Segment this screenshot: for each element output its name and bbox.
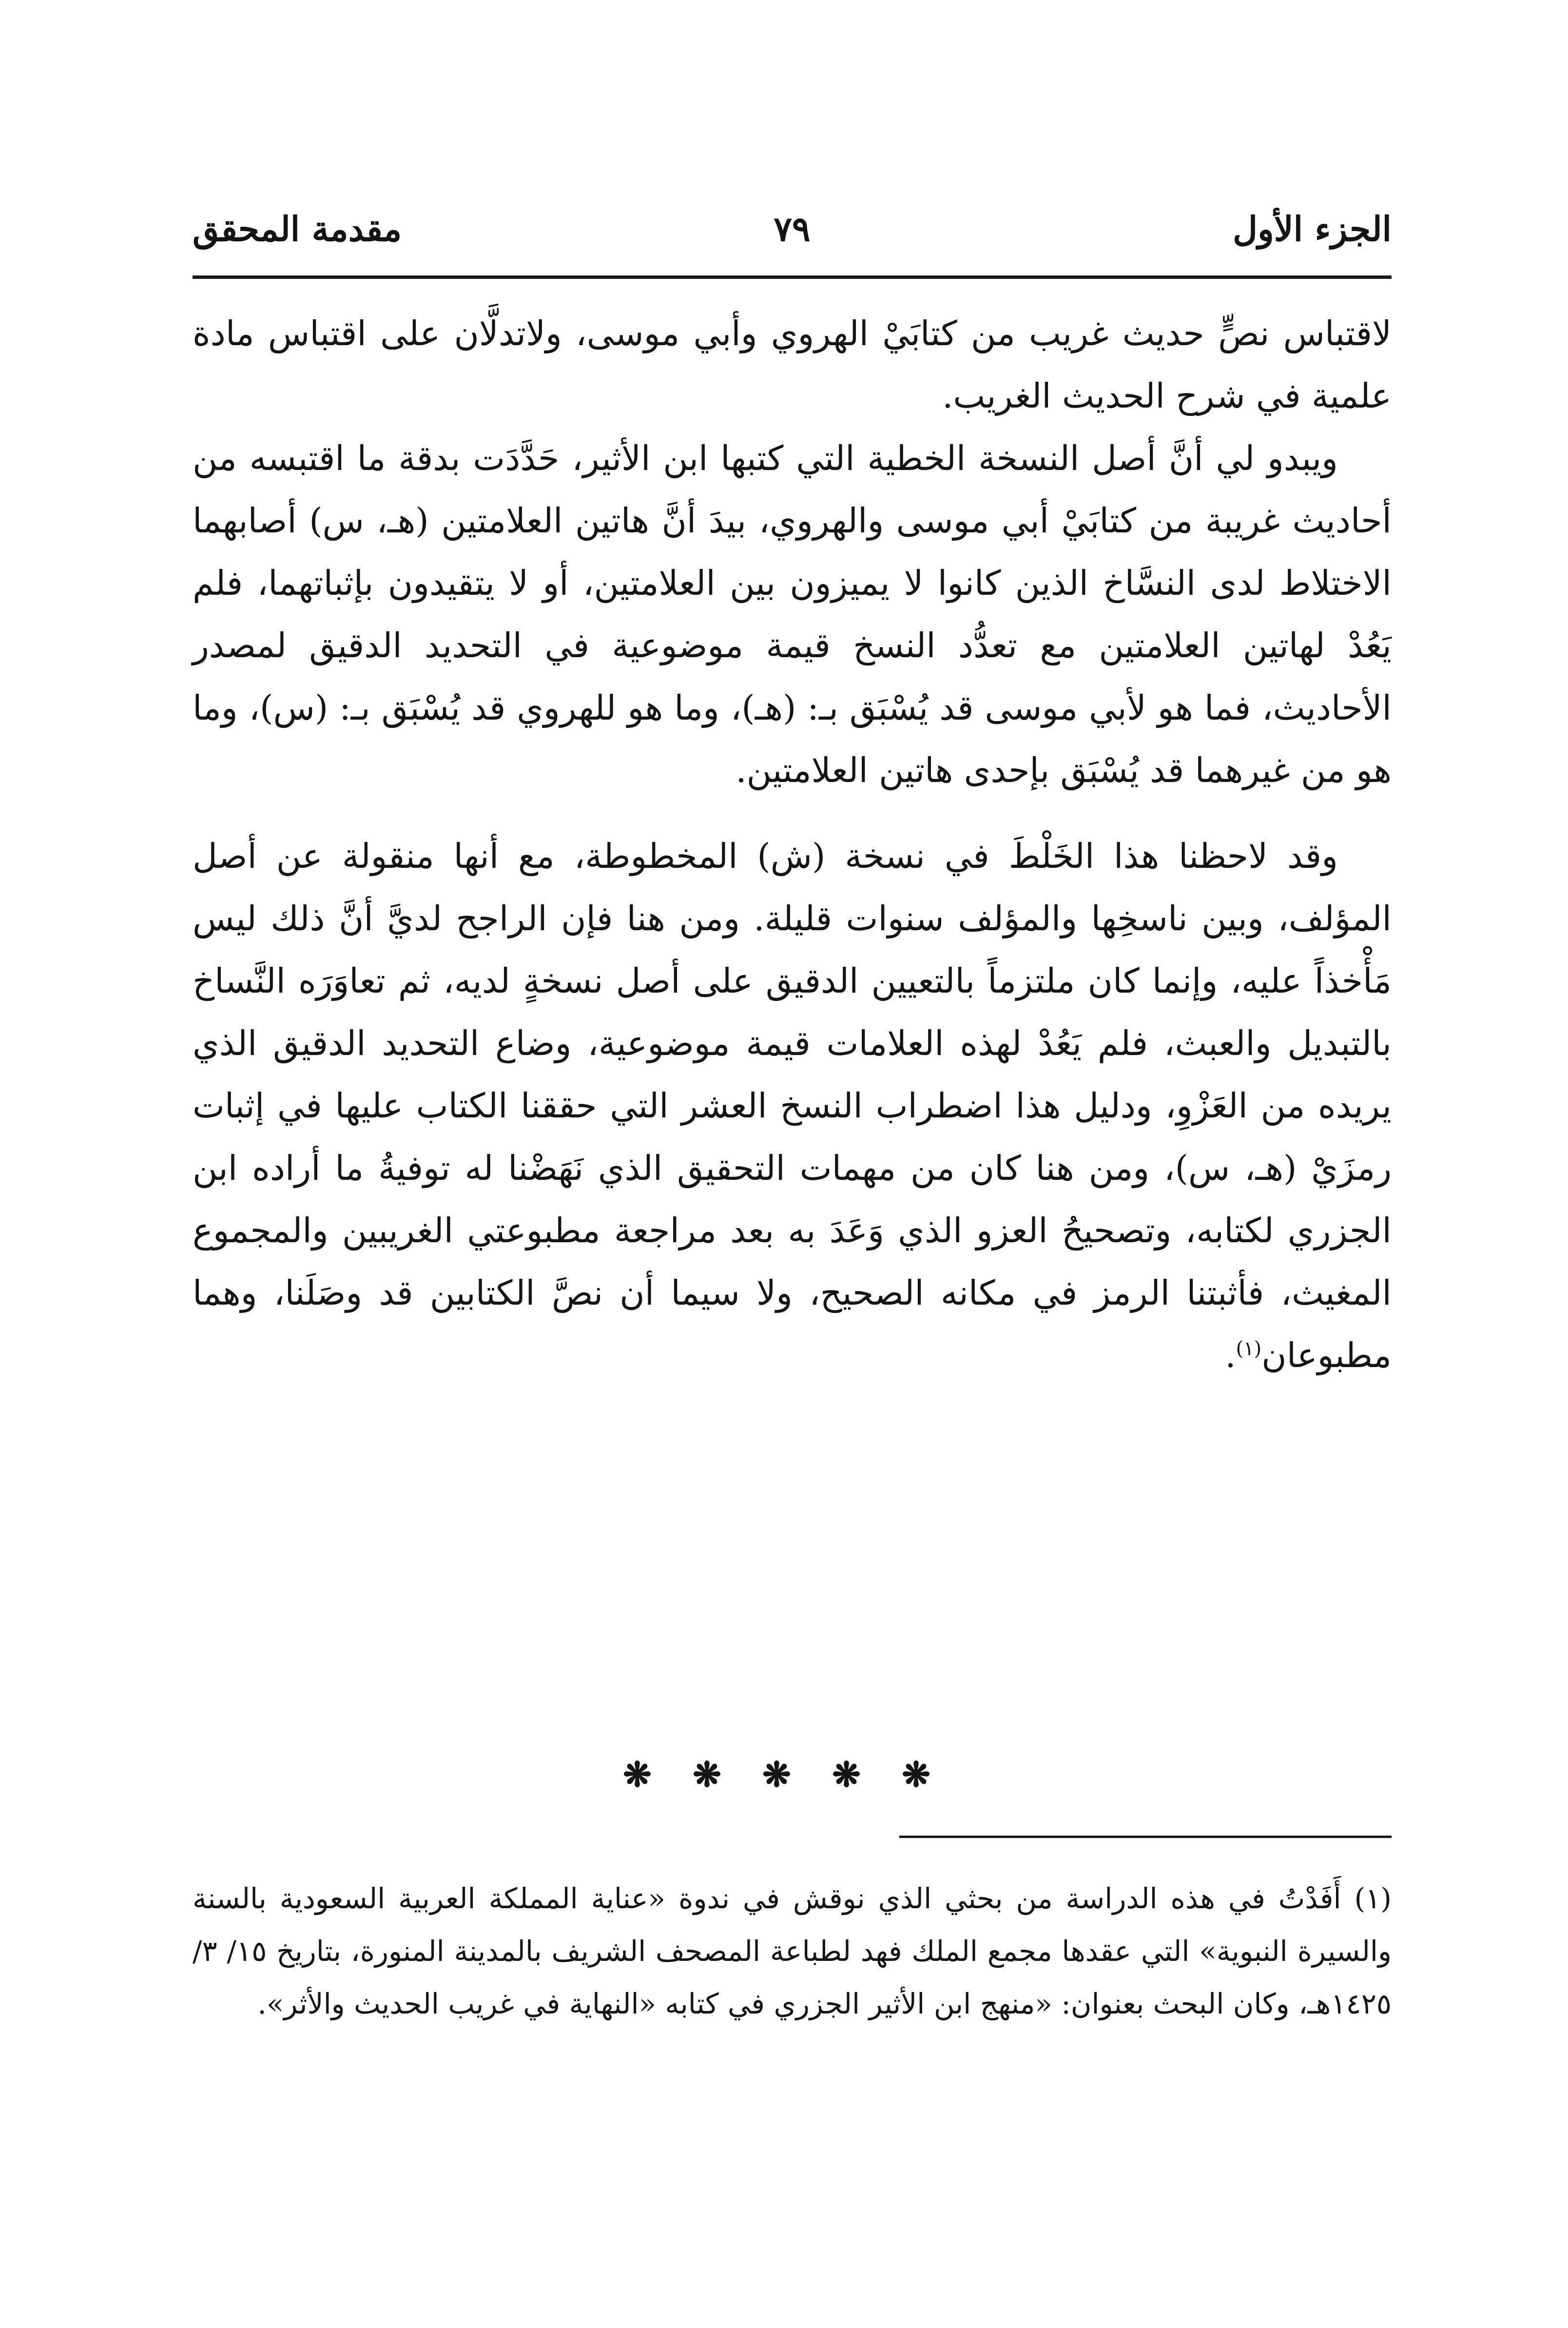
main-text	[193, 302, 1392, 1387]
paragraph-continuation: لاقتباس نصٍّ حديث غريب من كتابَيْ الهروي وأبي موسى، ولاتدلَّان على اقتباس مادة علمية في شرح الحديث الغريب.	[193, 313, 1392, 416]
running-header	[193, 205, 1392, 263]
section-separator: ❋ ❋ ❋ ❋ ❋	[623, 1754, 945, 1795]
page-number: ٧٩	[774, 209, 811, 249]
volume-label: الجزء الأول	[1233, 209, 1392, 249]
footnotes	[193, 1872, 1392, 2030]
paragraph	[193, 825, 1392, 1387]
paragraph-end: .	[1225, 1335, 1236, 1375]
paragraph: ويبدو لي أنَّ أصل النسخة الخطية التي كتبها ابن الأثير، حَدَّدَت بدقة ما اقتبسه من أحاديث غريبة من كتابَيْ أبي موسى والهروي، بيدَ أنَّ هاتين العلامتين (هـ، س) أصابهما الاختلاط لدى النسَّاخ الذين كانوا لا يميزون بين العلامتين، أو لا يتقيدون بإثباتهما، فلم يَعُدْ لهاتين العلامتين مع تعدُّد النسخ قيمة موضوعية في التحديد الدقيق لمصدر الأحاديث، فما هو لأبي موسى قد يُسْبَق بـ: (هـ)، وما هو للهروي قد يُسْبَق بـ: (س)، وما هو من غيرهما قد يُسْبَق بإحدى هاتين العلامتين.	[193, 438, 1392, 790]
footnote-rule	[899, 1836, 1392, 1838]
header-rule	[193, 275, 1392, 279]
footnote-reference[interactable]: (١)	[1236, 1337, 1262, 1360]
footnote: (١) أَفَدْتُ في هذه الدراسة من بحثي الذي نوقش في ندوة «عناية المملكة العربية السعودية بالسنة والسيرة النبوية» التي عقدها مجمع الملك فهد لطباعة المصحف الشريف بالمدينة المنورة، بتاريخ ١٥/ ٣/ ١٤٢٥هـ، وكان البحث بعنوان: «منهج ابن الأثير الجزري في كتابه «النهاية في غريب الحديث والأثر».	[193, 1882, 1392, 2020]
paragraph-text: وقد لاحظنا هذا الخَلْطَ في نسخة (ش) المخطوطة، مع أنها منقولة عن أصل المؤلف، وبين ناسخِها والمؤلف سنوات قليلة. ومن هنا فإن الراجح لديَّ أنَّ ذلك ليس مَأْخذاً عليه، وإنما كان ملتزماً بالتعيين الدقيق على أصل نسخةٍ لديه، ثم تعاوَرَه النَّساخ بالتبديل والعبث، فلم يَعُدْ لهذه العلامات قيمة موضوعية، وضاع التحديد الدقيق الذي يريده من العَزْوِ، ودليل هذا اضطراب النسخ العشر التي حققنا الكتاب عليها في إثبات رمزَيْ (هـ، س)، ومن هنا كان من مهمات التحقيق الذي نَهَضْنا له توفيةُ ما أراده ابن الجزري لكتابه، وتصحيحُ العزو الذي وَعَدَ به بعد مراجعة مطبوعتي الغريبين والمجموع المغيث، فأثبتنا الرمز في مكانه الصحيح، ولا سيما أن نصَّ الكتابين قد وصَلَنا، وهما مطبوعان	[193, 836, 1392, 1375]
section-label: مقدمة المحقق	[193, 209, 402, 249]
